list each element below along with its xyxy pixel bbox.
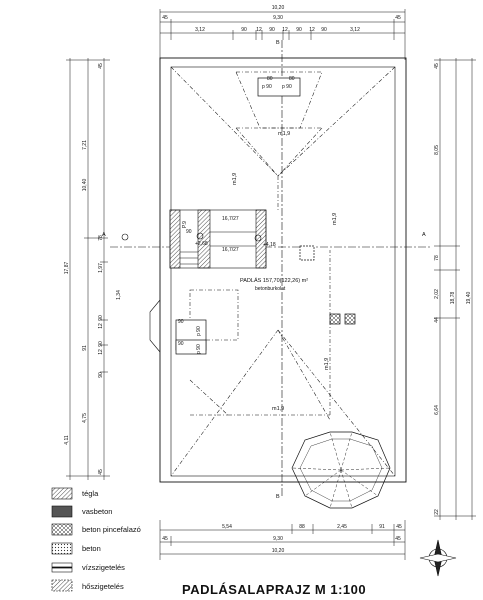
dim-bottom-2: 88 <box>299 524 305 530</box>
dim-right-7: 22 <box>434 509 440 515</box>
bay-window <box>292 432 390 508</box>
dim-top-1: 45 <box>162 15 168 21</box>
chimney-dim-2: 90 <box>178 341 184 347</box>
level-label-1: +2,68 <box>195 241 208 247</box>
roof-label-3: m1,9 <box>332 212 338 225</box>
dim-top-2: 9,30 <box>273 15 283 21</box>
dim-top-9: 90 <box>296 27 302 33</box>
dim-left-4: 1,34 <box>116 290 122 300</box>
legend-label-6: hőszigetelés <box>82 582 124 591</box>
legend-label-3: beton pincefalazó <box>82 525 141 534</box>
north-arrow-icon <box>420 540 456 576</box>
chimney-label-1: p 90 <box>262 84 272 90</box>
room-floor-finish: betonburkolat <box>255 286 286 292</box>
drawing-title: PADLÁSALAPRAJZ M 1:100 <box>182 582 367 597</box>
dim-right-1: 45 <box>434 63 440 69</box>
dim-top-4: 3,12 <box>195 27 205 33</box>
dim-left-10: 91 <box>82 345 88 351</box>
section-mark-a-left: A <box>102 232 106 238</box>
brick-hatch-icon <box>52 488 72 499</box>
legend-label-4: beton <box>82 544 101 553</box>
dim-bottom-5: 45 <box>396 524 402 530</box>
dim-bottom-1: 5,54 <box>222 524 232 530</box>
dim-top-3: 45 <box>395 15 401 21</box>
roof-label-2: m1,9 <box>232 172 238 185</box>
stair-lower-label: 16,7/27 <box>222 247 239 253</box>
dim-bottom-6: 45 <box>162 536 168 542</box>
dim-right-outer-2: 19,40 <box>466 291 472 305</box>
chimney-label-3: p 90 <box>196 326 202 336</box>
section-mark-b-bottom: B <box>276 494 280 500</box>
chimney-label-4: p 90 <box>196 344 202 354</box>
legend-label-2: vasbeton <box>82 507 113 516</box>
dim-right-4: 2,02 <box>434 289 440 299</box>
dim-left-outer-1: 7,21 <box>82 140 88 150</box>
dim-left-3: 1,97 <box>98 263 104 273</box>
building-outline <box>150 58 406 482</box>
dim-left-6: 12 <box>98 323 104 329</box>
legend-label-5: vízszigetelés <box>82 563 125 572</box>
section-mark-a-right: A <box>422 232 426 238</box>
right-dimensions <box>434 58 476 520</box>
thermal-insulation-icon <box>52 580 72 591</box>
room-name: PADLÁS 157,70(122,26) m² <box>240 278 309 284</box>
roof-label-4: m1,9 <box>324 357 330 370</box>
legend-label-1: tégla <box>82 489 99 498</box>
concrete-hatch-icon <box>52 506 72 517</box>
dim-left-9: 90 <box>98 372 104 378</box>
dim-left-outer-2: 10,40 <box>82 178 88 192</box>
dim-bottom-8: 45 <box>395 536 401 542</box>
dim-top-7: 90 <box>269 27 275 33</box>
dim-top-6: 12 <box>256 27 262 33</box>
concrete-dots-icon <box>52 543 72 554</box>
chimney-dim-3: 80 <box>267 76 273 82</box>
dim-top-8: 12 <box>282 27 288 33</box>
dim-right-3: 78 <box>434 255 440 261</box>
dim-bottom-4: 91 <box>379 524 385 530</box>
dim-top-12: 3,12 <box>350 27 360 33</box>
waterproofing-icon <box>52 563 72 572</box>
dim-left-1: 45 <box>98 63 104 69</box>
chimney-label-2: p 90 <box>282 84 292 90</box>
dim-left-5: 90 <box>98 315 104 321</box>
dim-left-8: 12 <box>98 349 104 355</box>
dim-overall-top: 10,20 <box>271 5 285 11</box>
level-label-2: +4,18 <box>263 242 276 248</box>
dim-top-11: 90 <box>321 27 327 33</box>
dim-right-outer-1: 18,78 <box>450 291 456 305</box>
roof-ridges <box>171 67 395 476</box>
dim-top-10: 12 <box>309 27 315 33</box>
stair-upper-label: 16,7/27 <box>222 216 239 222</box>
dim-left-11: 4,75 <box>82 413 88 423</box>
dim-left-13: 45 <box>98 469 104 475</box>
dim-left-7: 90 <box>98 341 104 347</box>
stair-side-label: P.9 <box>182 221 188 228</box>
staircase <box>170 210 266 268</box>
dim-top-5: 90 <box>241 27 247 33</box>
dim-right-2: 8,05 <box>434 145 440 155</box>
stair-side-dim: 90 <box>186 229 192 235</box>
dim-right-6: 6,64 <box>434 405 440 415</box>
chimney-dim-1: 90 <box>178 319 184 325</box>
dim-bottom-3: 2,45 <box>337 524 347 530</box>
dim-right-5: 44 <box>434 317 440 323</box>
section-mark-b-top: B <box>276 40 280 46</box>
dim-bottom-7: 9,30 <box>273 536 283 542</box>
dim-left-outer-3: 17,87 <box>64 261 70 275</box>
basement-wall-hatch-icon <box>52 524 72 535</box>
legend <box>52 488 72 591</box>
dim-bottom-overall: 10,20 <box>271 548 285 554</box>
roof-label-5: m1,9 <box>272 406 285 412</box>
dim-left-2: 78 <box>98 235 104 241</box>
chimney-dim-4: 80 <box>289 76 295 82</box>
dim-left-12: 4,11 <box>64 435 70 445</box>
roof-label-1: m1,9 <box>278 131 291 137</box>
